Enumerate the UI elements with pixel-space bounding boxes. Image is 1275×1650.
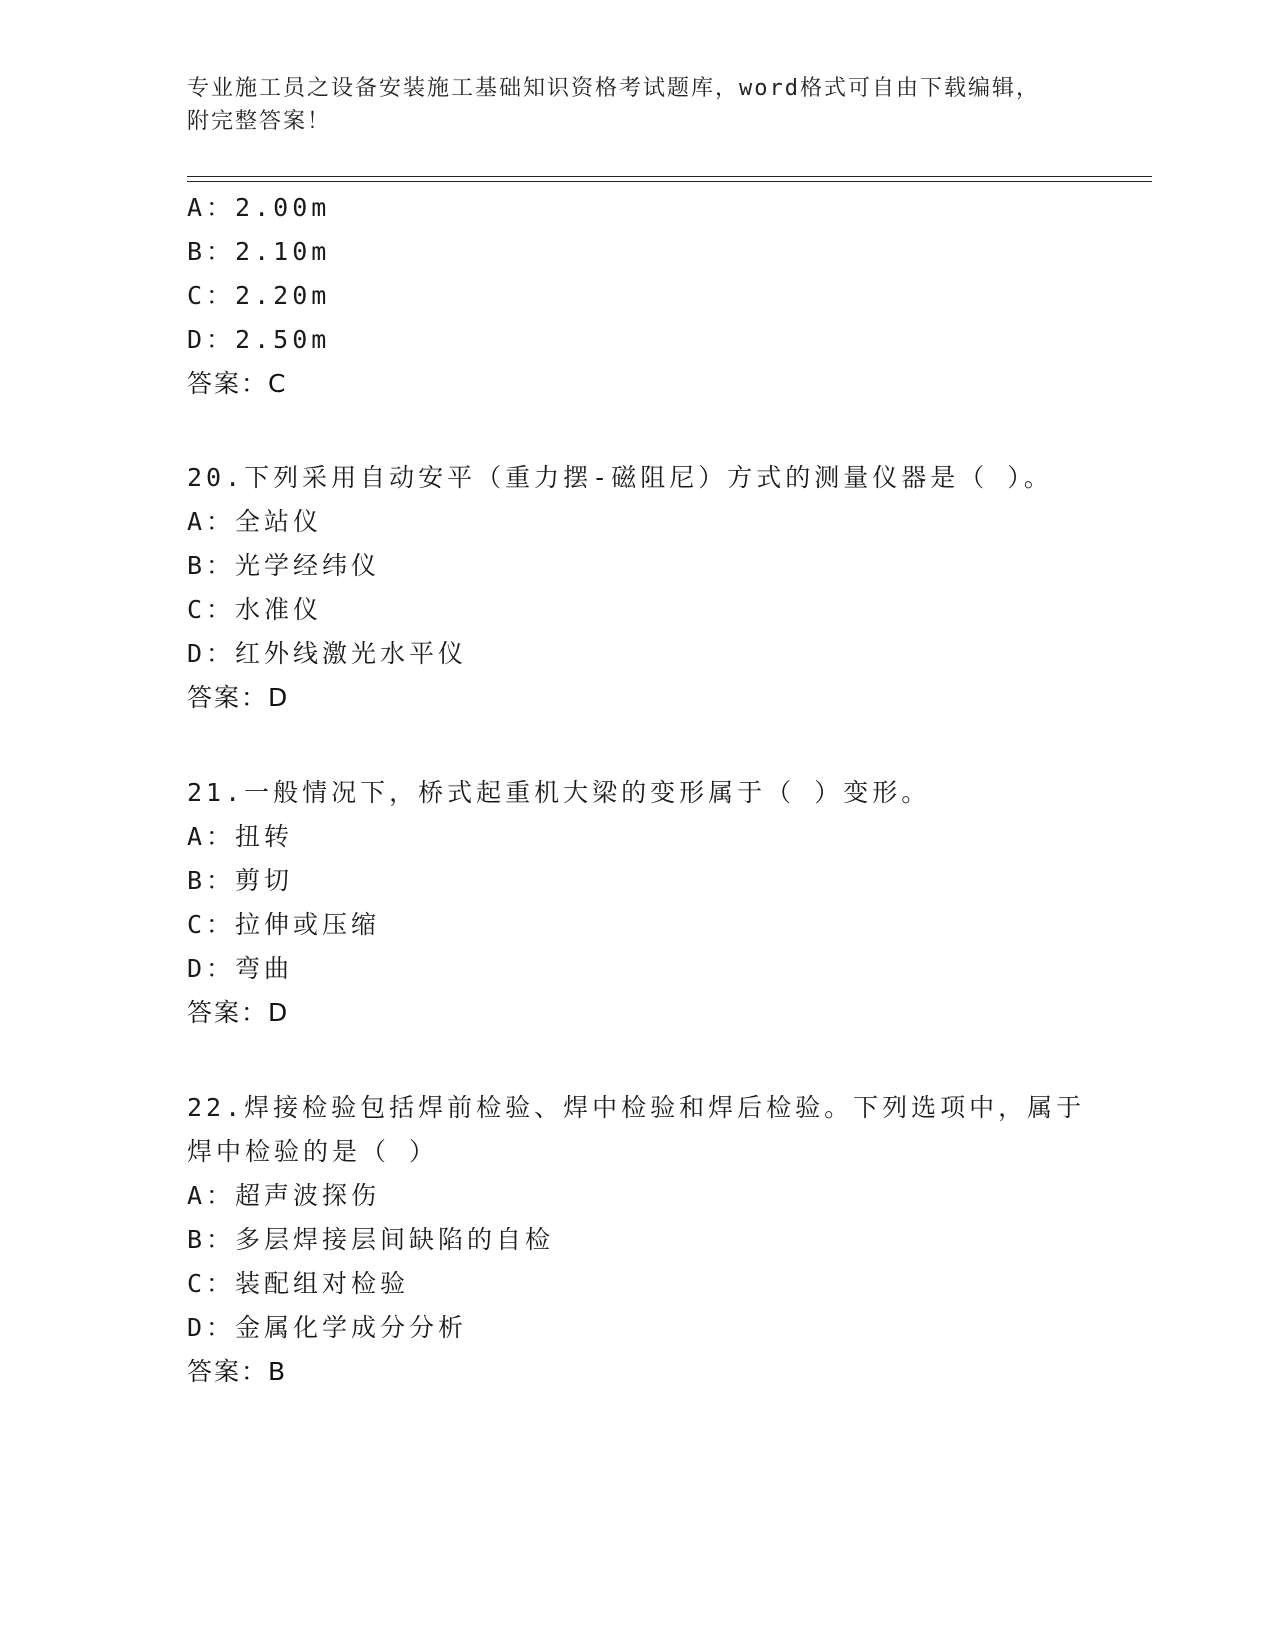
q19-option-b: B：2.10m — [187, 237, 331, 266]
header-divider-bottom — [187, 181, 1152, 182]
q19-option-d: D：2.50m — [187, 325, 331, 354]
q21-option-b: B：剪切 — [187, 866, 294, 895]
q22-option-b: B：多层焊接层间缺陷的自检 — [187, 1225, 555, 1254]
document-header — [187, 72, 1087, 138]
header-title-line-2: 附完整答案！ — [187, 109, 332, 134]
q21-option-c: C：拉伸或压缩 — [187, 910, 381, 939]
q22-answer: 答案：B — [187, 1357, 288, 1386]
q20-option-d: D：红外线激光水平仪 — [187, 639, 468, 668]
q22-option-c: C：装配组对检验 — [187, 1269, 410, 1298]
q22-option-a: A：超声波探伤 — [187, 1181, 381, 1210]
q20-option-c: C：水准仪 — [187, 595, 323, 624]
q19-answer: 答案：C — [187, 369, 288, 398]
q22-stem-line-1: 22.焊接检验包括焊前检验、焊中检验和焊后检验。下列选项中，属于 — [187, 1093, 1086, 1122]
q21-stem: 21.一般情况下，桥式起重机大梁的变形属于（ ）变形。 — [187, 778, 931, 807]
header-title-line-1: 专业施工员之设备安装施工基础知识资格考试题库，word格式可自由下载编辑， — [187, 76, 1040, 101]
q22-option-d: D：金属化学成分分析 — [187, 1313, 468, 1342]
q20-option-a: A：全站仪 — [187, 507, 323, 536]
q21-answer: 答案：D — [187, 998, 290, 1027]
header-divider-top — [187, 176, 1152, 177]
q19-option-a: A：2.00m — [187, 193, 331, 222]
q22-stem-line-2: 焊中检验的是（ ） — [187, 1137, 439, 1166]
q20-stem: 20.下列采用自动安平（重力摆-磁阻尼）方式的测量仪器是（ ）。 — [187, 463, 1053, 492]
q21-option-d: D：弯曲 — [187, 954, 294, 983]
q19-option-c: C：2.20m — [187, 281, 331, 310]
q20-answer: 答案：D — [187, 683, 290, 712]
q21-option-a: A：扭转 — [187, 822, 294, 851]
q20-option-b: B：光学经纬仪 — [187, 551, 381, 580]
